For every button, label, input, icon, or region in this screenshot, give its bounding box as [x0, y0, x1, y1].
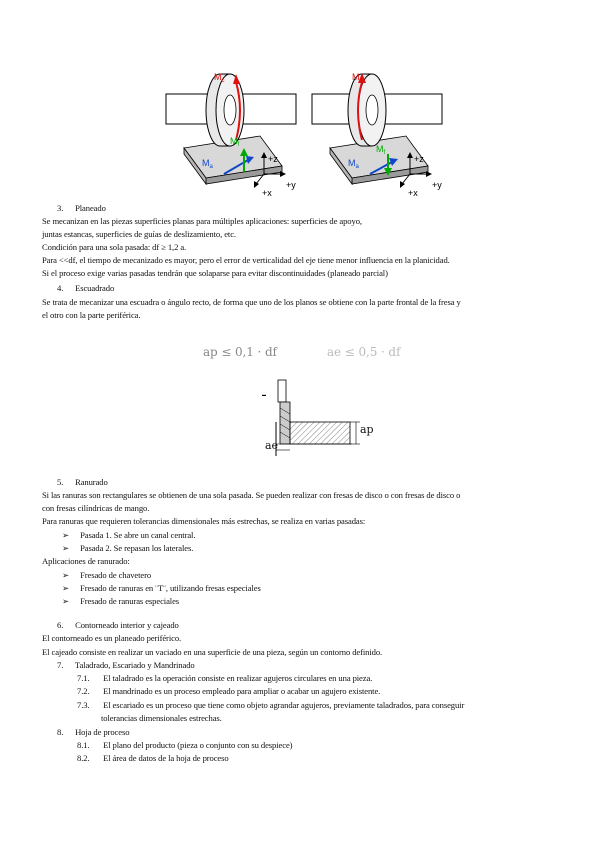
section-title: Taladrado, Escariado y Mandrinado — [74, 660, 195, 670]
list-item: ➢ Fresado de chavetero — [62, 570, 152, 580]
list-item: ➢ Fresado de ranuras especiales — [62, 596, 180, 606]
paragraph-line: juntas estancas, superficies de guías de deslizamiento, etc. — [42, 229, 236, 239]
paragraph-line: Se mecanizan en las piezas superficies planas para múltiples aplicaciones: superficies de apoyo, — [42, 216, 362, 226]
tool-tag-mark: ▬ — [262, 392, 266, 397]
formula-ap: ap ≤ 0,1 · df — [203, 345, 277, 359]
bullet-arrow-icon: ➢ — [62, 596, 70, 606]
section-3-heading — [57, 203, 106, 214]
list-item: ➢ Fresado de ranuras en ¨T¨, utilizando fresas especiales — [62, 583, 261, 593]
workpiece-plate — [164, 70, 165, 71]
section-number: 8. — [57, 727, 64, 737]
section-title: Planeado — [75, 203, 106, 213]
section-7-heading — [57, 660, 195, 671]
bullet-arrow-icon: ➢ — [62, 570, 70, 580]
paragraph-line: El cajeado consiste en realizar un vaciado en una superficie de una pieza, según un contorno definido. — [42, 647, 383, 657]
section-number: 3. — [57, 203, 64, 213]
paragraph-line: con fresas cilíndricas de mango. — [42, 503, 150, 513]
subsection-number: 7.2. — [77, 686, 90, 696]
section-number: 6. — [57, 620, 64, 630]
ma-label: $M_a$ — [202, 158, 213, 170]
removed-material — [290, 422, 350, 444]
x-label: +x — [408, 188, 418, 196]
section-title: Ranurado — [75, 477, 108, 487]
list-item: ➢ Pasada 1. Se abre un canal central. — [62, 530, 196, 540]
bullet-arrow-icon: ➢ — [62, 583, 70, 593]
paragraph-line: Si el proceso exige varias pasadas tendrán que solaparse para evitar discontinuidades (planeado parcial) — [42, 268, 388, 278]
subsection-continuation: tolerancias dimensionales estrechas. — [101, 713, 222, 723]
formula-ae: ae ≤ 0,5 · df — [327, 345, 401, 359]
paragraph-line: el otro con la parte periférica. — [42, 310, 141, 320]
paragraph-line: Para ranuras que requieren tolerancias dimensionales más estrechas, se realiza en varias pasadas: — [42, 516, 366, 526]
bullet-arrow-icon: ➢ — [62, 530, 70, 540]
section-number: 7. — [57, 660, 64, 670]
subsection-item: 7.1. El taladrado es la operación consiste en realizar agujeros circulares en una pieza. — [77, 673, 373, 683]
paragraph-line: El contorneado es un planeado periférico. — [42, 633, 182, 643]
subsection-item: 7.2. El mandrinado es un proceso empleado para ampliar o acabar un agujero existente. — [77, 686, 381, 696]
mf-label: $M_f$ — [230, 136, 240, 148]
paragraph-line: Aplicaciones de ranurado: — [42, 556, 130, 566]
paragraph-line: Si las ranuras son rectangulares se obtienen de una sola pasada. Se pueden realizar con fresas de disco o con fresas de disco o — [42, 490, 461, 500]
milling-figure-left — [164, 70, 300, 196]
y-label: +y — [286, 180, 296, 190]
z-label: +z — [268, 154, 278, 164]
section-number: 4. — [57, 283, 64, 293]
section-title: Contorneado interior y cajeado — [75, 620, 179, 630]
y-label: +y — [432, 180, 442, 190]
mf-label: $M_f$ — [376, 144, 386, 156]
milling-figure-right — [310, 70, 446, 196]
subsection-number: 8.1. — [77, 740, 90, 750]
subsection-item: 8.1. El plano del producto (pieza o conjunto con su despiece) — [77, 740, 293, 750]
subsection-item: 8.2. El área de datos de la hoja de proceso — [77, 753, 229, 763]
ae-label: ae — [265, 439, 278, 452]
subsection-number: 7.3. — [77, 700, 90, 710]
subsection-item: 7.3. El escariado es un proceso que tiene como objeto agrandar agujeros, previamente taladrados, para conseguir — [77, 700, 465, 710]
list-item: ➢ Pasada 2. Se repasan los laterales. — [62, 543, 194, 553]
mc-label: $M_c$ — [352, 72, 363, 84]
ma-label: $M_a$ — [348, 158, 359, 170]
z-label: +z — [414, 154, 424, 164]
subsection-number: 8.2. — [77, 753, 90, 763]
section-title: Hoja de proceso — [75, 727, 130, 737]
ap-label: ap — [360, 423, 374, 436]
section-title: Escuadrado — [75, 283, 115, 293]
paragraph-line: Se trata de mecanizar una escuadra o ángulo recto, de forma que uno de los planos se obtiene con la parte frontal de la fresa y — [42, 297, 461, 307]
paragraph-line: Para <<df, el tiempo de mecanizado es mayor, pero el error de verticalidad del eje tiene menor influencia en la planicidad. — [42, 255, 450, 265]
mc-label: $M_c$ — [214, 72, 225, 84]
section-6-heading — [57, 620, 179, 631]
section-5-heading — [57, 477, 108, 488]
subsection-number: 7.1. — [77, 673, 90, 683]
x-label: +x — [262, 188, 272, 196]
cutter-shank — [278, 380, 286, 402]
section-number: 5. — [57, 477, 64, 487]
cutter-tip — [280, 402, 290, 444]
section-8-heading — [57, 727, 129, 738]
section-4-heading — [57, 283, 114, 294]
paragraph-line: Condición para una sola pasada: df ≥ 1,2 a. — [42, 242, 187, 252]
bullet-arrow-icon: ➢ — [62, 543, 70, 553]
